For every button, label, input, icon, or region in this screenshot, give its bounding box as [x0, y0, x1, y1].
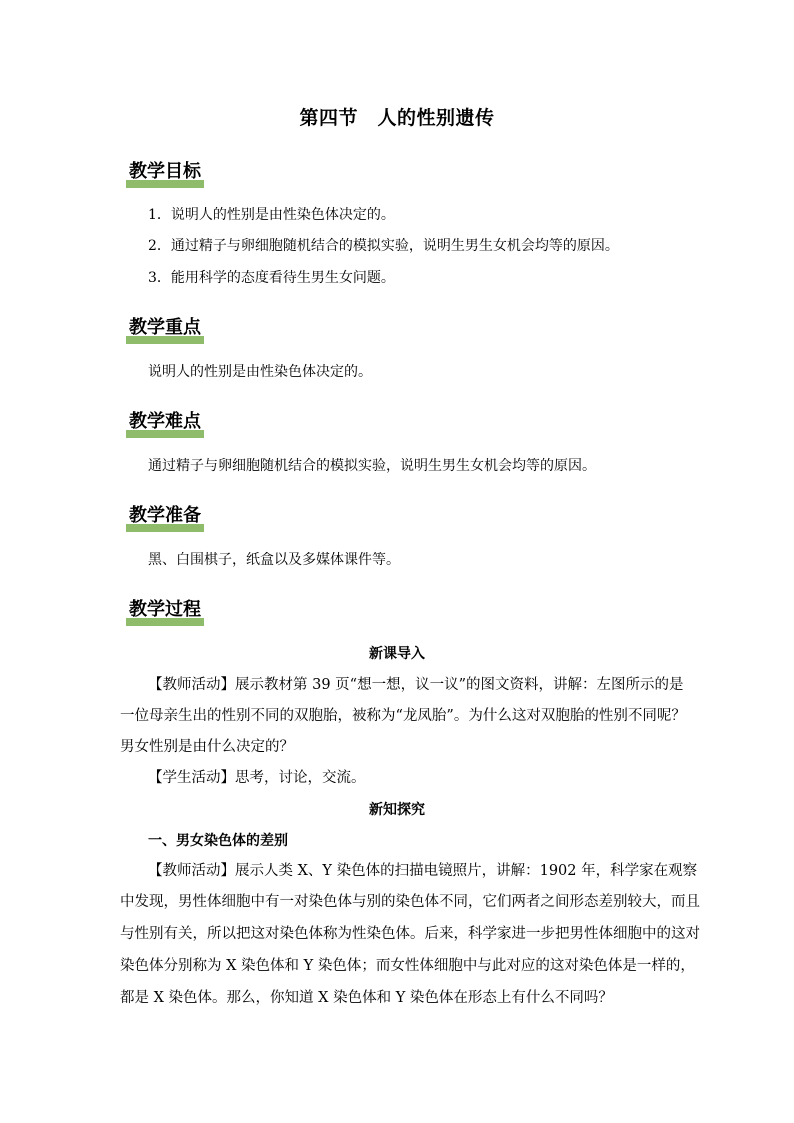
preparation-text: 黑、白围棋子，纸盒以及多媒体课件等。 [148, 552, 400, 568]
explore-line-2: 中发现，男性体细胞中有一对染色体与别的染色体不同，它们两者之间形态差别较大，而且 [120, 894, 700, 910]
objectives-heading: 教学目标 [126, 160, 204, 188]
key-points-heading: 教学重点 [126, 316, 204, 344]
sub-heading-chromosome-difference: 一、男女染色体的差别 [148, 833, 288, 849]
intro-line-2: 一位母亲生出的性别不同的双胞胎，被称为“龙凤胎”。为什么这对双胞胎的性别不同呢？ [120, 708, 686, 724]
intro-line-3: 男女性别是由什么决定的？ [120, 739, 294, 755]
explore-line-5: 都是 X 染色体。那么，你知道 X 染色体和 Y 染色体在形态上有什么不同吗？ [120, 990, 613, 1006]
objective-item-2: 2．通过精子与卵细胞随机结合的模拟实验，说明生男生女机会均等的原因。 [148, 238, 619, 254]
explore-line-4: 染色体分别称为 X 染色体和 Y 染色体；而女性体细胞中与此对应的这对染色体是一样的， [120, 958, 695, 974]
explore-heading: 新知探究 [369, 802, 425, 818]
objective-item-1: 1．说明人的性别是由性染色体决定的。 [148, 207, 395, 223]
difficulties-text: 通过精子与卵细胞随机结合的模拟实验，说明生男生女机会均等的原因。 [148, 458, 596, 474]
explore-line-1: 【教师活动】展示人类 X、Y 染色体的扫描电镜照片，讲解：1902 年，科学家在观察 [148, 863, 698, 879]
objective-item-3: 3．能用科学的态度看待生男生女问题。 [148, 270, 395, 286]
page-title: 第四节 人的性别遗传 [299, 107, 495, 129]
explore-line-3: 与性别有关，所以把这对染色体称为性染色体。后来，科学家进一步把男性体细胞中的这对 [120, 926, 700, 942]
key-points-text: 说明人的性别是由性染色体决定的。 [148, 364, 372, 380]
intro-line-1: 【教师活动】展示教材第 39 页“想一想，议一议”的图文资料，讲解：左图所示的是 [148, 677, 684, 693]
student-activity: 【学生活动】思考，讨论，交流。 [148, 770, 366, 786]
intro-heading: 新课导入 [369, 646, 425, 662]
difficulties-heading: 教学难点 [126, 410, 204, 438]
preparation-heading: 教学准备 [126, 504, 204, 532]
process-heading: 教学过程 [126, 598, 204, 626]
